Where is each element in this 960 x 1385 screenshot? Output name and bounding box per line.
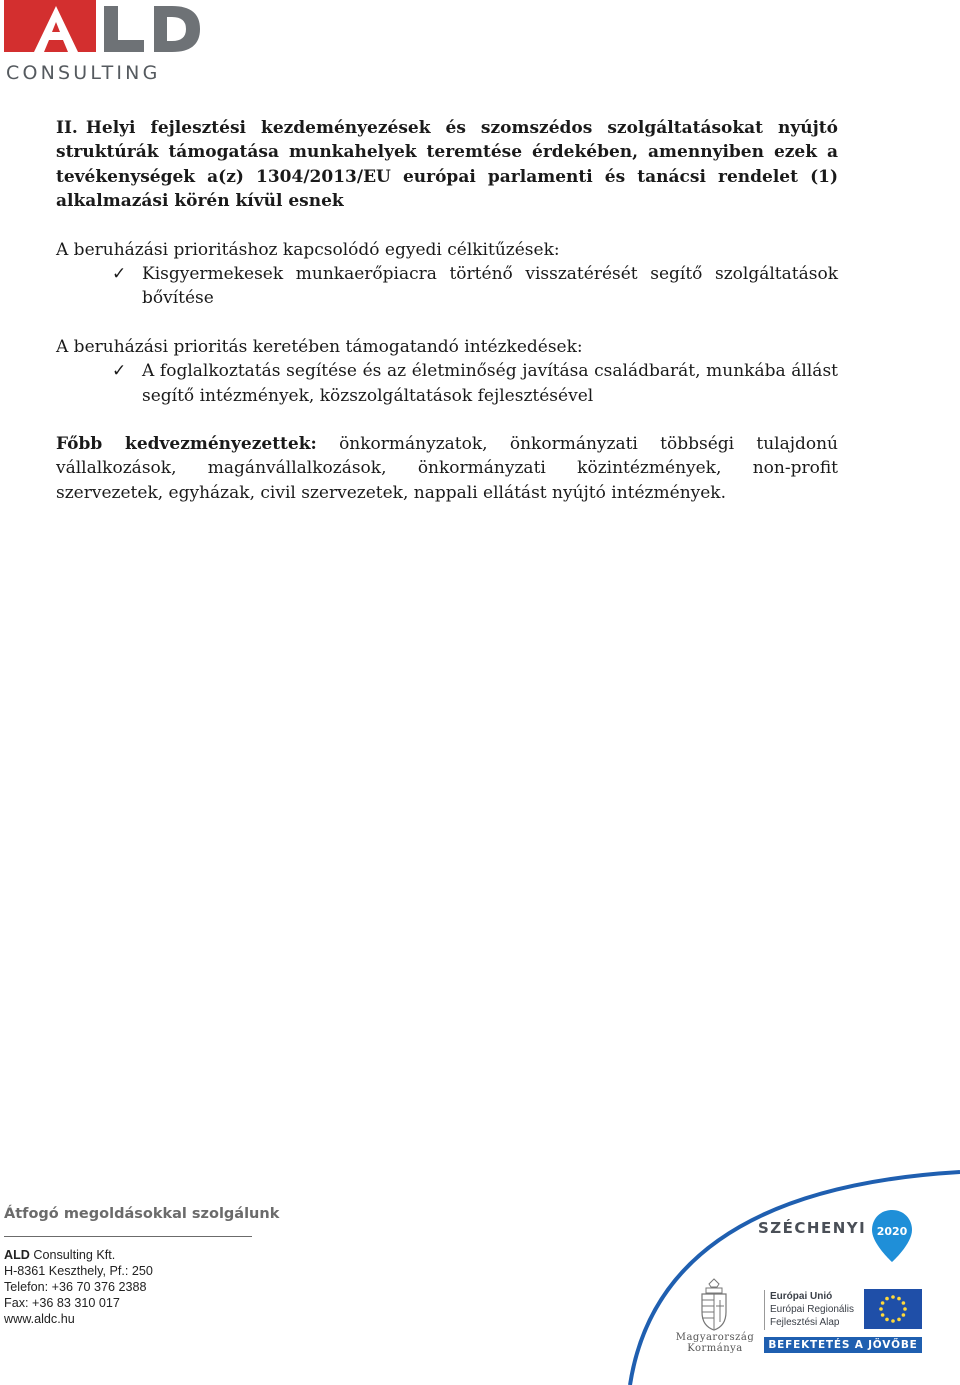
section-heading [56,116,838,214]
logo-subtitle: CONSULTING [6,62,161,84]
government-line-2: Kormánya [687,1343,743,1354]
contact-block [4,1247,153,1327]
checkmark-icon: ✓ [112,264,127,285]
eu-line-3: Fejlesztési Alap [770,1317,840,1328]
address: H-8361 Keszthely, Pf.: 250 [4,1264,153,1278]
eu-divider [764,1290,765,1330]
objective-text: Kisgyermekesek munkaerőpiacra történő visszatérését segítő szolgáltatások bővítése [142,264,838,309]
szechenyi-year: 2020 [876,1225,908,1238]
company-name [4,1247,153,1263]
fax: Fax: +36 83 310 017 [4,1296,120,1310]
measure-text: A foglalkoztatás segítése és az életminőség javítása családbarát, munkába állást segítő intézmények, közszolgáltatások fejlesztésével [142,361,838,406]
objectives-label: A beruházási prioritáshoz kapcsolódó egyedi célkitűzések: [56,239,560,260]
measures-label: A beruházási prioritás keretében támogatandó intézkedések: [56,336,583,357]
beneficiaries-text: önkormányzatok, önkormányzati többségi tulajdonú vállalkozások, magánvállalkozások, önkormányzati közintézmények, non-profit szervezetek, egyházak, civil szervezetek, nappali ellátást nyújtó intézmények. [56,434,838,503]
measures-list [56,359,838,408]
phone: Telefon: +36 70 376 2388 [4,1280,147,1294]
hungarian-crest-icon [698,1278,730,1332]
ald-logo-letters [4,0,204,60]
beneficiaries-paragraph [56,432,838,505]
footer-divider [4,1236,252,1237]
company-name-rest: Consulting Kft. [29,1248,116,1262]
list-item [56,359,838,408]
eu-flag-icon [864,1289,922,1329]
szechenyi-logo-text: SZÉCHENYI [758,1219,867,1237]
eu-line-2: Európai Regionális [770,1304,854,1315]
objectives-list [56,262,838,311]
heading-text: Helyi fejlesztési kezdeményezések és szomszédos szolgáltatásokat nyújtó struktúrák támogatása munkahelyek teremtése érdekében, amennyiben ezek a tevékenységek a(z) 1304/2013/EU európai parlamenti és tanácsi rendelet (1) alkalmazási körén kívül esnek [56,118,838,212]
checkmark-icon: ✓ [112,361,127,382]
eu-line-1: Európai Unió [770,1291,833,1302]
szechenyi-pin-icon [870,1208,914,1264]
government-line-1: Magyarország [675,1332,755,1343]
website-link[interactable]: www.aldc.hu [4,1312,75,1326]
beneficiaries-label: Főbb kedvezményezettek: [56,434,317,455]
footer-tagline: Átfogó megoldásokkal szolgálunk [4,1206,280,1222]
heading-number: II. [56,118,78,138]
eu-investment-banner: BEFEKTETÉS A JÖVŐBE [764,1337,922,1353]
government-label [672,1332,758,1354]
company-name-bold: ALD [4,1248,30,1262]
eu-fund-text [770,1290,854,1329]
document-body [56,116,838,505]
list-item [56,262,838,311]
